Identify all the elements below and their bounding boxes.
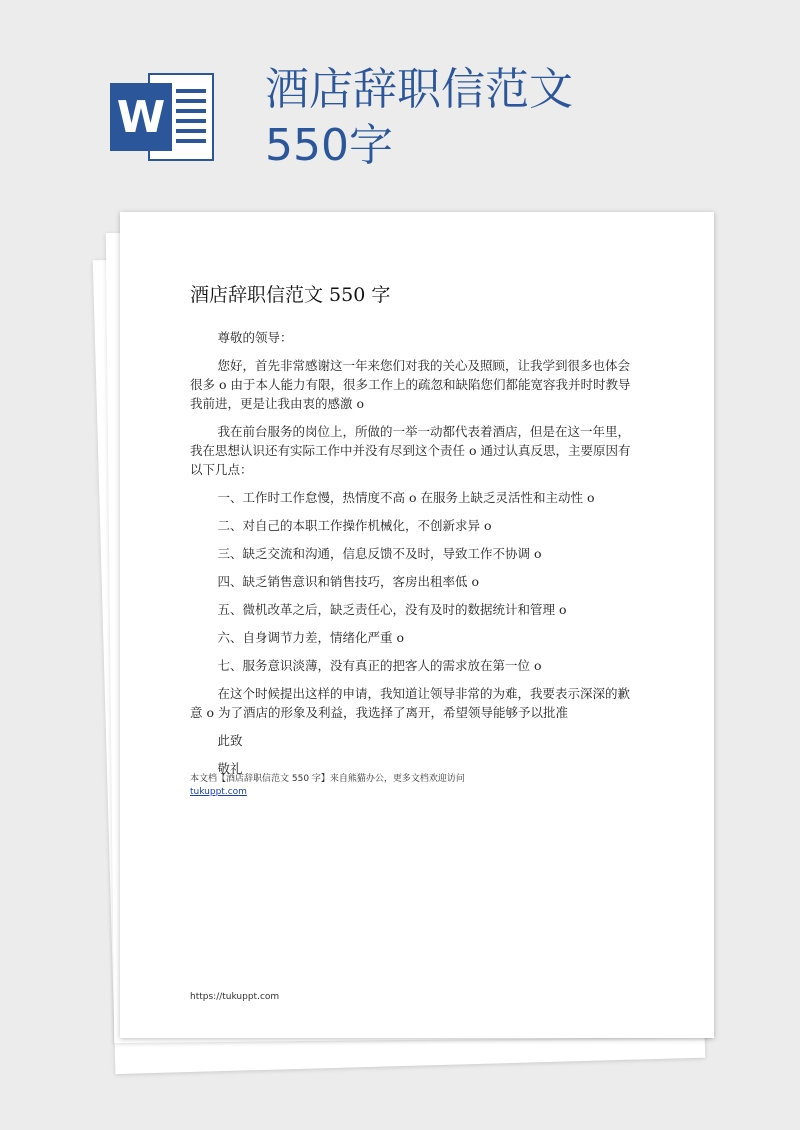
footer-note [190,773,670,799]
word-document-icon [110,73,214,161]
word-badge-icon: W [110,83,172,151]
list-item: 六、自身调节力差，情绪化严重 o [217,630,404,645]
paragraph: 您好，首先非常感谢这一年来您们对我的关心及照顾，让我学到很多也体会很多 o 由于本人能力有限，很多工作上的疏忽和缺陷您们都能宽容我并时时教导我前进，更是让我由衷的感激 o [190,358,631,411]
footer-link[interactable]: tukuppt.com [190,787,247,797]
icon-line [176,89,206,93]
list-item: 三、缺乏交流和沟通，信息反馈不及时，导致工作不协调 o [217,546,542,561]
icon-line [176,99,206,103]
document-body [190,328,640,787]
footer-note-text: 本文档【酒店辞职信范文 550 字】来自熊猫办公，更多文档欢迎访问 [190,774,465,784]
list-item: 四、缺乏销售意识和销售技巧，客房出租率低 o [217,574,479,589]
closing-paragraph: 在这个时候提出这样的申请，我知道让领导非常的为难，我要表示深深的歉意 o 为了酒店的形象及利益，我选择了离开，希望领导能够予以批准 [190,686,631,720]
icon-line [176,119,206,123]
document-title: 酒店辞职信范文 550 字 [190,284,391,306]
list-item: 二、对自己的本职工作操作机械化，不创新求异 o [217,518,492,533]
closing-line: 敬礼 [217,761,243,776]
icon-line [176,129,206,133]
closing-line: 此致 [217,733,243,748]
page-title: 酒店辞职信范文550字 [265,64,573,171]
icon-line [176,109,206,113]
page-footer-url: https://tukuppt.com [190,992,280,1002]
list-item: 七、服务意识淡薄，没有真正的把客人的需求放在第一位 o [217,658,542,673]
list-item: 一、工作时工作怠慢，热情度不高 o 在服务上缺乏灵活性和主动性 o [217,490,595,505]
paragraph: 我在前台服务的岗位上，所做的一举一动都代表着酒店，但是在这一年里，我在思想认识还有实际工作中并没有尽到这个责任 o 通过认真反思，主要原因有以下几点： [190,424,631,477]
icon-line [176,139,206,143]
salutation: 尊敬的领导： [217,330,293,345]
list-item: 五、微机改革之后，缺乏责任心，没有及时的数据统计和管理 o [217,602,567,617]
